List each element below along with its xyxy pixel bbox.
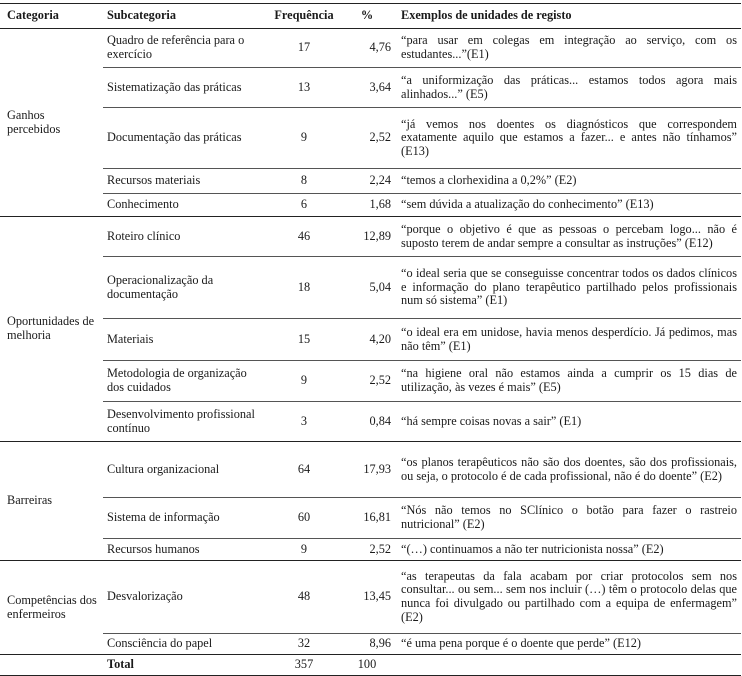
percent-cell: 4,20 (339, 319, 397, 361)
frequency-cell: 18 (269, 257, 339, 319)
table-row (0, 498, 741, 539)
example-cell: “para usar em colegas em integração ao serviço, com os estudantes...”(E1) (397, 29, 741, 68)
percent-cell: 4,76 (339, 29, 397, 68)
table-row (0, 194, 741, 217)
subcategory-cell: Operacionalização da documentação (103, 257, 269, 319)
example-cell: “já vemos nos doentes os diagnósticos que correspondem exatamente aquilo que estamos a fazer... e antes não tínhamos” (E13) (397, 108, 741, 169)
example-cell: “o ideal seria que se conseguisse concentrar todos os dados clínicos e informação do plano terapêutico partilhado pelos profissionais num só sistema” (E1) (397, 257, 741, 319)
frequency-cell: 13 (269, 68, 339, 108)
results-table (0, 3, 741, 676)
subcategory-cell: Roteiro clínico (103, 217, 269, 257)
subcategory-cell: Consciência do papel (103, 634, 269, 655)
percent-cell: 17,93 (339, 442, 397, 498)
frequency-cell: 48 (269, 561, 339, 634)
frequency-cell: 32 (269, 634, 339, 655)
subcategory-cell: Metodologia de organização dos cuidados (103, 361, 269, 402)
header-examples: Exemplos de unidades de registo (397, 4, 741, 29)
total-percent: 100 (339, 655, 397, 676)
example-cell: “Nós não temos no SClínico o botão para fazer o rastreio nutricional” (E2) (397, 498, 741, 539)
table-row (0, 442, 741, 498)
percent-cell: 2,52 (339, 108, 397, 169)
frequency-cell: 60 (269, 498, 339, 539)
frequency-cell: 3 (269, 402, 339, 442)
subcategory-cell: Recursos humanos (103, 539, 269, 561)
category-cell: Oportunidades de melhoria (0, 217, 103, 442)
percent-cell: 2,24 (339, 169, 397, 194)
percent-cell: 16,81 (339, 498, 397, 539)
header-frequency: Frequência (269, 4, 339, 29)
header-row (0, 4, 741, 29)
percent-cell: 12,89 (339, 217, 397, 257)
header-subcategory: Subcategoria (103, 4, 269, 29)
percent-cell: 0,84 (339, 402, 397, 442)
example-cell: “porque o objetivo é que as pessoas o percebam logo... não é suposto terem de andar sempre a consultar as instruções” (E12) (397, 217, 741, 257)
example-cell: “(…) continuamos a não ter nutricionista nossa” (E2) (397, 539, 741, 561)
frequency-cell: 8 (269, 169, 339, 194)
table-row (0, 68, 741, 108)
total-row (0, 655, 741, 676)
subcategory-cell: Conhecimento (103, 194, 269, 217)
example-cell: “as terapeutas da fala acabam por criar protocolos sem nos consultar... ou sem... sem nos incluir (…) têm o protocolo delas que nunca foi divulgado ou partilhado com a equipa de enfermagem” (E2) (397, 561, 741, 634)
frequency-cell: 9 (269, 361, 339, 402)
subcategory-cell: Materiais (103, 319, 269, 361)
category-cell: Ganhos percebidos (0, 29, 103, 217)
table-row (0, 361, 741, 402)
example-cell: “na higiene oral não estamos ainda a cumprir os 15 dias de utilização, às vezes é mais” (E5) (397, 361, 741, 402)
frequency-cell: 64 (269, 442, 339, 498)
example-cell: “é uma pena porque é o doente que perde” (E12) (397, 634, 741, 655)
example-cell: “a uniformização das práticas... estamos todos agora mais alinhados...” (E5) (397, 68, 741, 108)
frequency-cell: 9 (269, 108, 339, 169)
subcategory-cell: Desenvolvimento profissional contínuo (103, 402, 269, 442)
table-row (0, 319, 741, 361)
category-cell: Competências dos enfermeiros (0, 561, 103, 655)
total-empty-cell (0, 655, 103, 676)
frequency-cell: 6 (269, 194, 339, 217)
percent-cell: 3,64 (339, 68, 397, 108)
subcategory-cell: Documentação das práticas (103, 108, 269, 169)
total-examples-empty (397, 655, 741, 676)
subcategory-cell: Recursos materiais (103, 169, 269, 194)
example-cell: “há sempre coisas novas a sair” (E1) (397, 402, 741, 442)
percent-cell: 8,96 (339, 634, 397, 655)
subcategory-cell: Cultura organizacional (103, 442, 269, 498)
percent-cell: 13,45 (339, 561, 397, 634)
example-cell: “temos a clorhexidina a 0,2%” (E2) (397, 169, 741, 194)
total-label: Total (103, 655, 269, 676)
table-row (0, 29, 741, 68)
category-cell: Barreiras (0, 442, 103, 561)
frequency-cell: 17 (269, 29, 339, 68)
table-row (0, 634, 741, 655)
example-cell: “os planos terapêuticos não são dos doentes, são dos profissionais, ou seja, o protocolo é de cada profissional, não é do doente” (E2) (397, 442, 741, 498)
table-body (0, 29, 741, 655)
total-frequency: 357 (269, 655, 339, 676)
table-row (0, 561, 741, 634)
percent-cell: 1,68 (339, 194, 397, 217)
table-row (0, 217, 741, 257)
header-percent: % (339, 4, 397, 29)
frequency-cell: 46 (269, 217, 339, 257)
percent-cell: 5,04 (339, 257, 397, 319)
subcategory-cell: Sistematização das práticas (103, 68, 269, 108)
table-row (0, 257, 741, 319)
percent-cell: 2,52 (339, 539, 397, 561)
table-row (0, 108, 741, 169)
subcategory-cell: Desvalorização (103, 561, 269, 634)
subcategory-cell: Sistema de informação (103, 498, 269, 539)
percent-cell: 2,52 (339, 361, 397, 402)
frequency-cell: 15 (269, 319, 339, 361)
subcategory-cell: Quadro de referência para o exercício (103, 29, 269, 68)
table-row (0, 539, 741, 561)
table-row (0, 169, 741, 194)
example-cell: “sem dúvida a atualização do conhecimento” (E13) (397, 194, 741, 217)
header-category: Categoria (0, 4, 103, 29)
frequency-cell: 9 (269, 539, 339, 561)
table-row (0, 402, 741, 442)
example-cell: “o ideal era em unidose, havia menos desperdício. Já pedimos, mas não têm” (E1) (397, 319, 741, 361)
